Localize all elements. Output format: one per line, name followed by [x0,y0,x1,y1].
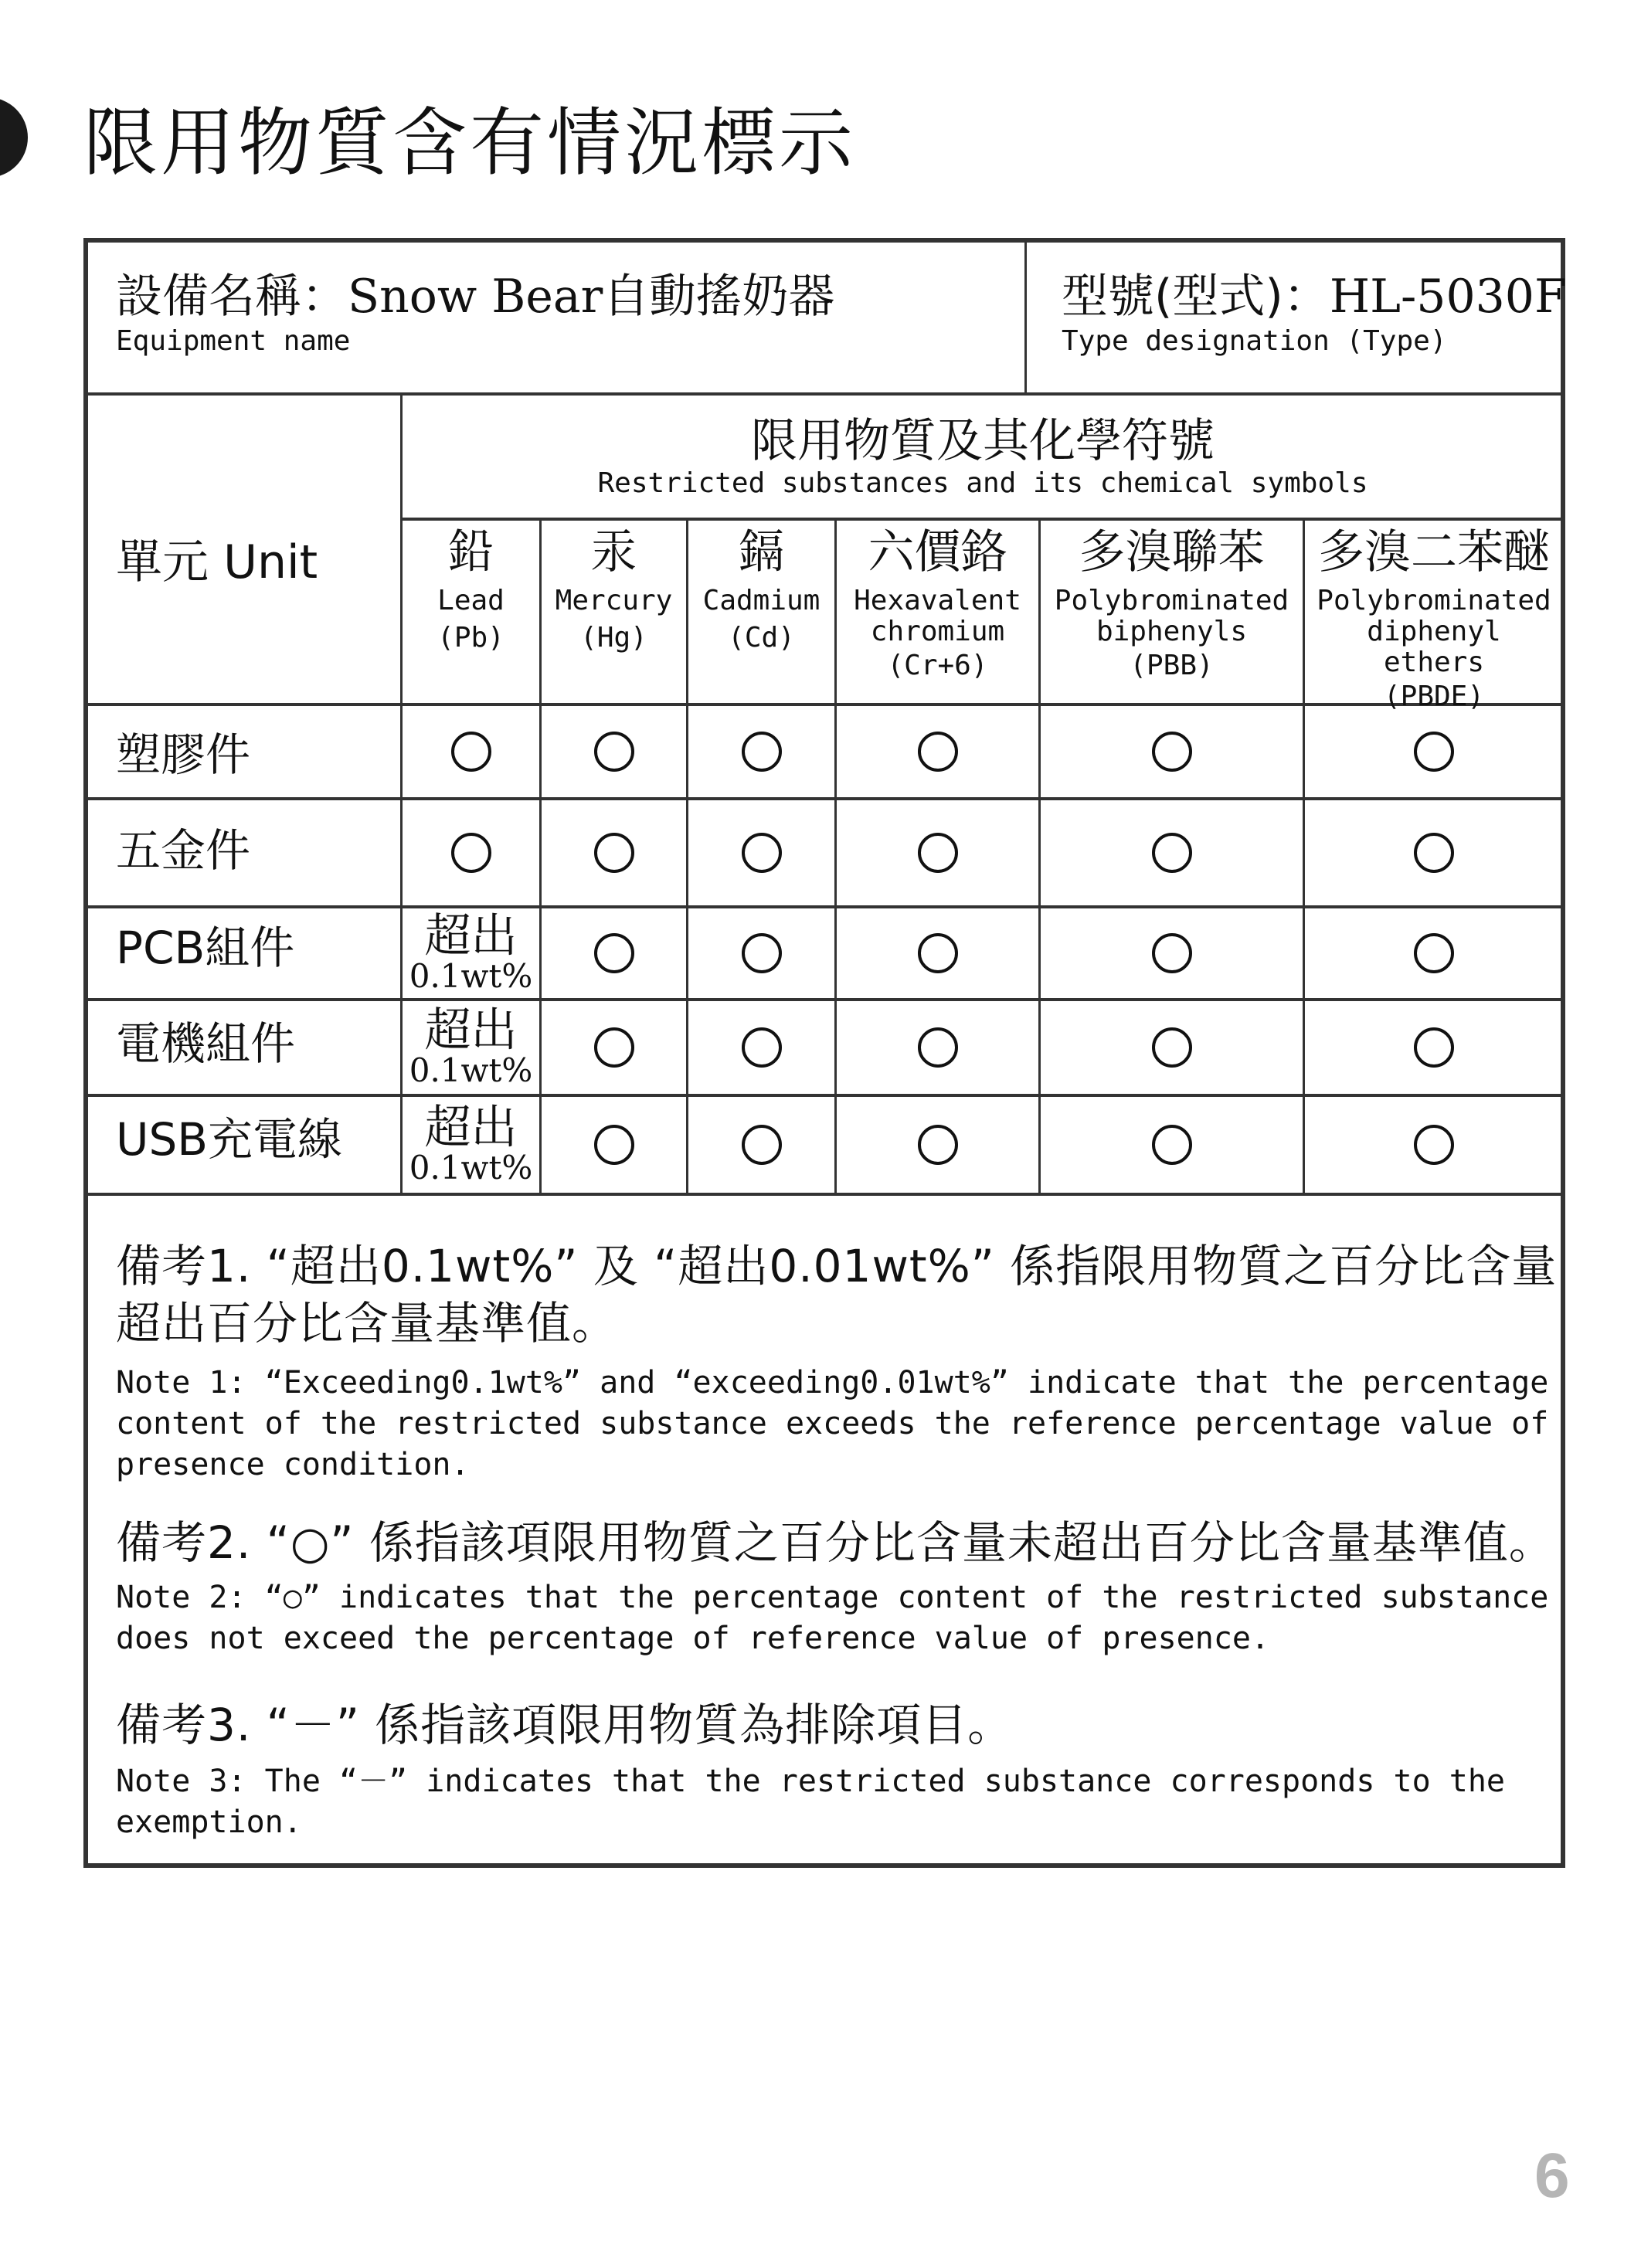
compliant-circle-icon [1152,933,1192,973]
table-row [542,800,686,905]
table-row [1041,800,1303,905]
substance-en: Cadmium [702,585,820,616]
table-row [1305,800,1563,905]
substance-en: Polybrominated diphenyl ethers [1317,585,1551,678]
compliant-circle-icon [1414,1125,1454,1165]
note-2-en: Note 2: “○” indicates that the percentage content of the restricted substance does not exceed the percentage of reference value of presence. [116,1580,1549,1656]
table-row [1305,706,1563,797]
substance-en: Polybrominated biphenyls [1054,585,1289,647]
substance-en: Mercury [555,585,673,616]
substance-header-pbde [1305,525,1563,712]
section-tab-marker [0,97,28,178]
note-3-cn: 備考3. “－” 係指該項限用物質為排除項目。 [116,1699,1014,1751]
compliant-circle-icon [918,1027,958,1068]
substance-cn: 六價鉻 [868,525,1007,579]
divider [83,1193,1565,1196]
exceed-label-en: 0.1wt% [409,957,533,995]
table-row [1305,908,1563,998]
row-label-motor: 電機組件 [116,1017,296,1070]
row-label-pcb: PCB組件 [116,922,295,974]
compliant-circle-icon [918,732,958,772]
compliant-circle-icon [1414,833,1454,873]
compliant-circle-icon [918,833,958,873]
table-row [1041,1001,1303,1094]
compliant-circle-icon [1414,933,1454,973]
table-row [837,908,1038,998]
substance-header-mercury [542,525,686,695]
compliant-circle-icon [742,1027,782,1068]
equipment-label: 設備名稱： [116,270,348,324]
substance-header-lead [403,525,539,695]
exceed-cell [403,1097,539,1193]
compliant-circle-icon [1414,1027,1454,1068]
table-row [542,1001,686,1094]
table-row [403,800,539,905]
table-row [688,908,834,998]
type-label: 型號(型式)： [1062,270,1330,324]
substance-cn: 多溴二苯醚 [1318,525,1550,579]
compliant-circle-icon [918,933,958,973]
restricted-substances-header [403,396,1562,518]
equipment-name-value: Snow Bear自動搖奶器 [348,270,835,324]
restricted-header-cn: 限用物質及其化學符號 [751,414,1215,468]
page-title: 限用物質含有情況標示 [83,100,856,186]
exceed-label-cn: 超出 [424,909,518,963]
table-row [1041,706,1303,797]
divider [1024,238,1027,394]
equipment-name-field [116,269,834,324]
note-3-en: Note 3: The “－” indicates that the restricted substance corresponds to the exemption. [116,1764,1505,1840]
substance-cn: 鎘 [738,525,785,579]
compliant-circle-icon [1152,1125,1192,1165]
compliant-circle-icon [594,732,634,772]
compliant-circle-icon [1152,732,1192,772]
exceed-label-cn: 超出 [424,1101,518,1155]
substance-symbol: (Cr+6) [887,650,988,681]
page-number: 6 [1534,2141,1570,2211]
table-row [403,706,539,797]
compliant-circle-icon [1152,1027,1192,1068]
divider [400,518,1565,521]
substance-en: Lead [437,585,505,616]
compliant-circle-icon [594,933,634,973]
substance-en: Hexavalent chromium [854,585,1021,647]
note-1-cn: 備考1. “超出0.1wt%” 及 “超出0.01wt%” 係指限用物質之百分比含量超出百分比含量基準值。 [116,1240,1558,1350]
substance-cn: 汞 [590,525,637,579]
type-field [1062,269,1567,324]
substance-header-pbb [1041,525,1303,695]
table-row [837,1001,1038,1094]
compliant-circle-icon [451,833,491,873]
note-2-cn: 備考2. “○” 係指該項限用物質之百分比含量未超出百分比含量基準值。 [116,1516,1554,1569]
exceed-cell [403,1001,539,1094]
exceed-label-cn: 超出 [424,1003,518,1058]
restricted-header-en: Restricted substances and its chemical symbols [597,467,1368,499]
compliant-circle-icon [742,833,782,873]
type-label-en: Type designation (Type) [1062,325,1447,357]
row-label-metal: 五金件 [116,824,251,877]
substance-cn: 鉛 [447,525,494,579]
note-1-en: Note 1: “Exceeding0.1wt%” and “exceeding0.01wt%” indicate that the percentage content of the restricted substance exceeds the reference percentage value of presence condition. [116,1365,1549,1482]
table-row [1041,908,1303,998]
substance-symbol: (Cd) [728,622,795,654]
substance-symbol: (PBDE) [1383,681,1485,712]
exceed-label-en: 0.1wt% [409,1149,533,1187]
table-row [837,800,1038,905]
table-row [688,706,834,797]
compliant-circle-icon [918,1125,958,1165]
table-row [1305,1001,1563,1094]
table-row [688,1001,834,1094]
substance-symbol: (Hg) [580,622,647,654]
table-row [542,706,686,797]
compliant-circle-icon [742,1125,782,1165]
compliant-circle-icon [742,933,782,973]
substance-header-cadmium [688,525,834,695]
compliant-circle-icon [594,1027,634,1068]
table-row [837,1097,1038,1193]
table-row [542,1097,686,1193]
table-row [542,908,686,998]
compliant-circle-icon [1414,732,1454,772]
substance-symbol: (Pb) [437,622,505,654]
compliant-circle-icon [451,732,491,772]
table-row [1305,1097,1563,1193]
compliant-circle-icon [1152,833,1192,873]
unit-header: 單元 Unit [116,535,318,589]
table-row [688,800,834,905]
table-row [837,706,1038,797]
exceed-cell [403,908,539,998]
exceed-label-en: 0.1wt% [409,1051,533,1089]
compliant-circle-icon [742,732,782,772]
substance-header-hexavalent-chromium [837,525,1038,695]
table-row [1041,1097,1303,1193]
compliant-circle-icon [594,833,634,873]
table-row [688,1097,834,1193]
row-label-plastic: 塑膠件 [116,728,251,781]
equipment-label-en: Equipment name [116,325,351,357]
substance-symbol: (PBB) [1130,650,1214,681]
substance-cn: 多溴聯苯 [1079,525,1265,579]
type-value: HL-5030F [1329,270,1567,324]
row-label-usb: USB充電線 [116,1113,343,1166]
compliant-circle-icon [594,1125,634,1165]
